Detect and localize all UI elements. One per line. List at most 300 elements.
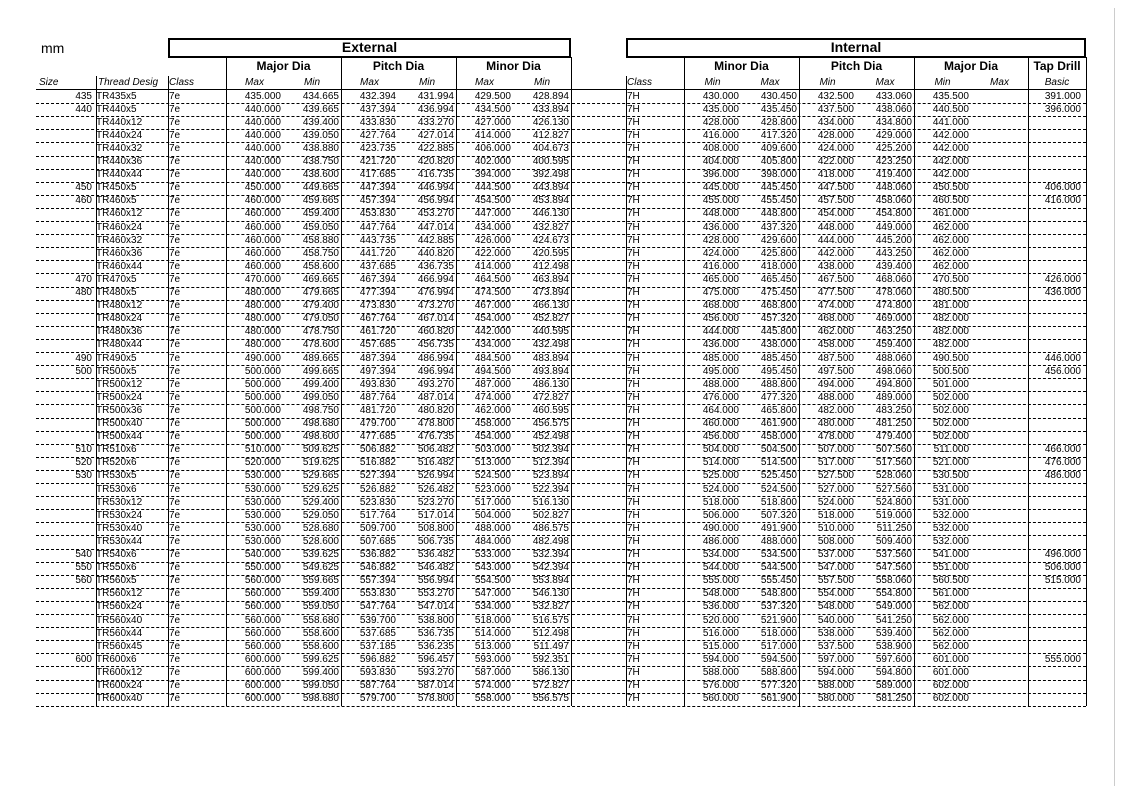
cell-ext-class: 7e: [169, 483, 181, 495]
cell-ext-major-max: 480.000: [244, 339, 281, 351]
cell-ext-minor-min: 516.130: [532, 496, 569, 508]
cell-int-pitch-min: 517.000: [817, 457, 854, 469]
cell-ext-pitch-max: 423.735: [359, 142, 396, 154]
cell-ext-minor-max: 558.000: [474, 693, 511, 705]
column-divider: [799, 57, 800, 706]
cell-int-pitch-max: 524.800: [875, 496, 912, 508]
cell-int-minor-min: 488.000: [702, 378, 739, 390]
cell-ext-major-min: 459.050: [302, 221, 339, 233]
cell-ext-minor-min: 502.827: [532, 509, 569, 521]
cell-ext-major-max: 520.000: [244, 457, 281, 469]
cell-ext-minor-min: 592.351: [532, 653, 569, 665]
cell-int-major-min: 560.500: [932, 575, 969, 587]
cell-ext-major-max: 460.000: [244, 260, 281, 272]
cell-size: 490: [75, 352, 92, 364]
cell-tap-drill: 436.000: [1044, 287, 1081, 298]
cell-ext-minor-min: 523.894: [532, 470, 569, 482]
cell-thread-designation: TR460x32: [96, 234, 143, 246]
cell-ext-minor-min: 404.673: [532, 142, 569, 154]
cell-int-class: 7H: [627, 640, 640, 652]
cell-ext-pitch-min: 553.270: [417, 588, 454, 600]
cell-int-pitch-max: 445.200: [875, 234, 912, 246]
cell-int-pitch-max: 519.000: [875, 509, 912, 521]
cell-ext-class: 7e: [169, 326, 181, 338]
cell-int-major-min: 442.000: [932, 169, 969, 181]
column-divider: [1028, 57, 1029, 706]
cell-ext-pitch-min: 456.735: [417, 339, 454, 351]
cell-ext-minor-max: 513.000: [474, 640, 511, 652]
cell-ext-minor-max: 454.500: [474, 195, 511, 207]
cell-int-pitch-max: 469.000: [875, 313, 912, 325]
cell-ext-major-min: 529.665: [302, 470, 339, 482]
cell-ext-minor-min: 546.130: [532, 588, 569, 600]
cell-int-pitch-min: 474.000: [817, 300, 854, 312]
cell-ext-minor-max: 406.000: [474, 142, 511, 154]
tap-drill-header: Tap Drill: [1033, 59, 1081, 73]
cell-int-class: 7H: [627, 365, 640, 377]
cell-ext-major-max: 530.000: [244, 535, 281, 547]
cell-ext-minor-min: 472.827: [532, 391, 569, 403]
cell-ext-minor-min: 428.894: [532, 90, 569, 102]
cell-ext-minor-min: 512.394: [532, 457, 569, 469]
cell-ext-major-max: 530.000: [244, 496, 281, 508]
cell-int-minor-max: 495.450: [760, 365, 797, 377]
cell-int-major-min: 531.000: [932, 483, 969, 495]
cell-thread-designation: TR440x44: [96, 169, 143, 181]
cell-int-minor-max: 429.600: [760, 234, 797, 246]
cell-int-major-min: 490.500: [932, 352, 969, 364]
cell-ext-pitch-max: 427.764: [359, 129, 396, 141]
cell-int-minor-min: 515.000: [702, 640, 739, 652]
cell-thread-designation: TR500x36: [96, 404, 143, 416]
cell-ext-pitch-min: 496.994: [417, 365, 454, 377]
cell-int-minor-max: 435.450: [760, 103, 797, 115]
cell-ext-pitch-max: 437.685: [359, 260, 396, 272]
cell-ext-class: 7e: [169, 195, 181, 207]
cell-ext-pitch-min: 546.482: [417, 562, 454, 574]
cell-int-pitch-min: 537.000: [817, 549, 854, 560]
cell-ext-major-max: 460.000: [244, 195, 281, 207]
cell-ext-pitch-max: 596.882: [359, 653, 396, 665]
cell-thread-designation: TR550x6: [96, 562, 137, 574]
cell-int-minor-max: 507.320: [760, 509, 797, 521]
cell-ext-pitch-min: 506.482: [417, 444, 454, 456]
cell-int-pitch-min: 588.000: [817, 680, 854, 691]
cell-ext-major-max: 560.000: [244, 588, 281, 600]
cell-ext-major-max: 560.000: [244, 575, 281, 587]
cell-int-pitch-max: 481.250: [875, 418, 912, 429]
cell-int-pitch-max: 429.000: [875, 129, 912, 141]
cell-int-pitch-max: 449.000: [875, 221, 912, 233]
cell-int-minor-max: 430.450: [760, 90, 797, 102]
cell-int-class: 7H: [627, 653, 640, 665]
cell-ext-minor-max: 442.000: [474, 326, 511, 338]
column-divider: [571, 57, 572, 706]
column-divider: [914, 57, 915, 706]
cell-ext-pitch-min: 556.994: [417, 575, 454, 587]
cell-ext-major-min: 529.625: [302, 483, 339, 495]
cell-int-pitch-min: 597.000: [817, 653, 854, 665]
cell-ext-minor-min: 542.394: [532, 562, 569, 574]
cell-thread-designation: TR530x44: [96, 535, 143, 547]
cell-ext-pitch-max: 479.700: [359, 418, 396, 429]
cell-int-minor-min: 430.000: [702, 90, 739, 102]
cell-int-pitch-max: 438.060: [875, 103, 912, 115]
cell-int-pitch-min: 432.500: [817, 90, 854, 102]
cell-thread-designation: TR540x6: [96, 549, 137, 560]
cell-int-class: 7H: [627, 156, 640, 167]
cell-ext-major-max: 600.000: [244, 680, 281, 691]
cell-ext-major-min: 558.680: [302, 614, 339, 626]
cell-ext-class: 7e: [169, 457, 181, 469]
cell-int-class: 7H: [627, 300, 640, 312]
cell-ext-class: 7e: [169, 470, 181, 482]
cell-ext-minor-min: 486.575: [532, 522, 569, 534]
cell-int-major-min: 602.000: [932, 693, 969, 705]
cell-thread-designation: TR480x44: [96, 339, 143, 351]
cell-ext-minor-max: 444.500: [474, 182, 511, 194]
cell-int-pitch-min: 507.000: [817, 444, 854, 456]
cell-ext-pitch-min: 427.014: [417, 129, 454, 141]
cell-int-class: 7H: [627, 378, 640, 390]
cell-ext-pitch-max: 477.685: [359, 431, 396, 443]
cell-int-minor-max: 485.450: [760, 352, 797, 364]
cell-ext-pitch-min: 578.800: [417, 693, 454, 705]
cell-ext-pitch-min: 476.994: [417, 287, 454, 298]
cell-ext-class: 7e: [169, 391, 181, 403]
cell-int-minor-max: 465.450: [760, 273, 797, 285]
cell-ext-pitch-max: 593.830: [359, 666, 396, 678]
cell-ext-major-min: 438.600: [302, 169, 339, 181]
cell-int-minor-max: 518.800: [760, 496, 797, 508]
cell-int-minor-min: 588.000: [702, 666, 739, 678]
cell-tap-drill: 496.000: [1044, 549, 1081, 560]
cell-thread-designation: TR480x12: [96, 300, 143, 312]
cell-ext-pitch-max: 497.394: [359, 365, 396, 377]
cell-int-pitch-max: 468.060: [875, 273, 912, 285]
cell-ext-minor-min: 412.827: [532, 129, 569, 141]
cell-thread-designation: TR460x24: [96, 221, 143, 233]
cell-int-minor-max: 409.600: [760, 142, 797, 154]
cell-int-minor-max: 445.450: [760, 182, 797, 194]
cell-ext-major-min: 559.400: [302, 588, 339, 600]
cell-ext-class: 7e: [169, 103, 181, 115]
cell-int-minor-max: 491.900: [760, 522, 797, 534]
cell-int-pitch-min: 508.000: [817, 535, 854, 547]
cell-ext-pitch-min: 536.235: [417, 640, 454, 652]
cell-ext-minor-min: 463.894: [532, 273, 569, 285]
cell-ext-pitch-max: 447.394: [359, 182, 396, 194]
cell-int-minor-min: 448.000: [702, 208, 739, 220]
cell-int-class: 7H: [627, 666, 640, 678]
cell-ext-minor-max: 434.000: [474, 339, 511, 351]
cell-ext-class: 7e: [169, 588, 181, 600]
cell-int-minor-min: 468.000: [702, 300, 739, 312]
cell-ext-class: 7e: [169, 352, 181, 364]
cell-int-pitch-min: 494.000: [817, 378, 854, 390]
cell-size: 460: [75, 195, 92, 207]
cell-ext-minor-min: 452.498: [532, 431, 569, 443]
cell-ext-major-max: 440.000: [244, 129, 281, 141]
cell-int-minor-max: 577.320: [760, 680, 797, 691]
cell-ext-major-min: 599.400: [302, 666, 339, 678]
cell-int-pitch-min: 537.500: [817, 640, 854, 652]
ext-minor-max-label: Max: [475, 77, 494, 88]
cell-int-pitch-max: 554.800: [875, 588, 912, 600]
cell-int-minor-max: 458.000: [760, 431, 797, 443]
cell-ext-minor-min: 572.827: [532, 680, 569, 691]
cell-ext-minor-max: 547.000: [474, 588, 511, 600]
cell-ext-pitch-max: 539.700: [359, 614, 396, 626]
cell-ext-pitch-max: 447.764: [359, 221, 396, 233]
cell-ext-pitch-max: 473.830: [359, 300, 396, 312]
cell-int-minor-max: 555.450: [760, 575, 797, 587]
cell-thread-designation: TR500x24: [96, 391, 143, 403]
cell-ext-class: 7e: [169, 575, 181, 587]
cell-int-minor-max: 455.450: [760, 195, 797, 207]
cell-int-pitch-max: 419.400: [875, 169, 912, 181]
cell-int-pitch-min: 482.000: [817, 404, 854, 416]
cell-int-minor-min: 424.000: [702, 247, 739, 259]
cell-ext-minor-max: 517.000: [474, 496, 511, 508]
cell-ext-major-min: 458.880: [302, 234, 339, 246]
cell-ext-major-min: 438.880: [302, 142, 339, 154]
cell-int-pitch-min: 457.500: [817, 195, 854, 207]
cell-int-class: 7H: [627, 601, 640, 613]
cell-int-pitch-max: 439.400: [875, 260, 912, 272]
cell-ext-class: 7e: [169, 313, 181, 325]
cell-ext-major-max: 480.000: [244, 287, 281, 298]
cell-thread-designation: TR440x5: [96, 103, 137, 115]
cell-ext-pitch-max: 547.764: [359, 601, 396, 613]
cell-int-pitch-min: 538.000: [817, 627, 854, 639]
cell-int-pitch-min: 454.000: [817, 208, 854, 220]
cell-ext-pitch-min: 547.014: [417, 601, 454, 613]
cell-thread-designation: TR440x24: [96, 129, 143, 141]
cell-ext-class: 7e: [169, 601, 181, 613]
cell-int-class: 7H: [627, 221, 640, 233]
cell-int-major-min: 502.000: [932, 431, 969, 443]
cell-ext-pitch-min: 420.820: [417, 156, 454, 167]
cell-ext-major-min: 469.665: [302, 273, 339, 285]
cell-int-class: 7H: [627, 470, 640, 482]
cell-ext-major-max: 460.000: [244, 234, 281, 246]
cell-ext-minor-max: 513.000: [474, 457, 511, 469]
cell-ext-minor-min: 460.595: [532, 404, 569, 416]
cell-int-minor-max: 588.800: [760, 666, 797, 678]
cell-ext-class: 7e: [169, 627, 181, 639]
cell-ext-pitch-max: 537.185: [359, 640, 396, 652]
cell-ext-major-min: 498.600: [302, 431, 339, 443]
cell-ext-minor-max: 488.000: [474, 522, 511, 534]
cell-int-class: 7H: [627, 588, 640, 600]
cell-ext-major-max: 600.000: [244, 693, 281, 705]
cell-int-class: 7H: [627, 562, 640, 574]
cell-ext-major-max: 440.000: [244, 142, 281, 154]
cell-ext-major-max: 560.000: [244, 627, 281, 639]
cell-ext-major-min: 499.665: [302, 365, 339, 377]
cell-int-pitch-max: 434.800: [875, 116, 912, 128]
cell-int-minor-max: 488.000: [760, 535, 797, 547]
cell-ext-class: 7e: [169, 208, 181, 220]
cell-int-major-min: 562.000: [932, 601, 969, 613]
cell-ext-major-min: 458.600: [302, 260, 339, 272]
cell-size: 530: [75, 470, 92, 482]
cell-ext-pitch-max: 507.685: [359, 535, 396, 547]
cell-int-class: 7H: [627, 680, 640, 691]
cell-ext-major-max: 440.000: [244, 116, 281, 128]
cell-int-minor-min: 520.000: [702, 614, 739, 626]
cell-thread-designation: TR530x40: [96, 522, 143, 534]
internal-group-header: Internal: [626, 38, 1086, 58]
cell-ext-major-min: 478.750: [302, 326, 339, 338]
cell-int-class: 7H: [627, 287, 640, 298]
cell-ext-pitch-max: 523.830: [359, 496, 396, 508]
cell-ext-pitch-max: 437.394: [359, 103, 396, 115]
cell-ext-minor-max: 494.500: [474, 365, 511, 377]
int-minor-max-label: Max: [760, 77, 780, 88]
cell-ext-pitch-min: 476.735: [417, 431, 454, 443]
cell-ext-class: 7e: [169, 156, 181, 167]
cell-ext-minor-min: 512.498: [532, 627, 569, 639]
cell-int-minor-max: 521.900: [760, 614, 797, 626]
cell-int-minor-max: 437.320: [760, 221, 797, 233]
cell-int-pitch-max: 494.800: [875, 378, 912, 390]
cell-int-class: 7H: [627, 549, 640, 560]
thread-designation-column-label: Thread Desig: [98, 77, 159, 88]
cell-ext-major-max: 530.000: [244, 509, 281, 521]
cell-int-minor-min: 404.000: [702, 156, 739, 167]
cell-ext-minor-min: 452.827: [532, 313, 569, 325]
cell-int-minor-min: 475.000: [702, 287, 739, 298]
cell-int-minor-min: 548.000: [702, 588, 739, 600]
cell-ext-minor-min: 456.575: [532, 418, 569, 429]
cell-ext-class: 7e: [169, 496, 181, 508]
cell-int-major-min: 442.000: [932, 129, 969, 141]
cell-ext-major-max: 480.000: [244, 300, 281, 312]
cell-int-minor-max: 518.000: [760, 627, 797, 639]
cell-thread-designation: TR500x12: [96, 378, 143, 390]
cell-tap-drill: 446.000: [1044, 352, 1081, 364]
column-divider: [168, 76, 169, 706]
cell-tap-drill: 391.000: [1044, 90, 1081, 102]
ext-major-max-label: Max: [245, 77, 264, 88]
cell-ext-class: 7e: [169, 549, 181, 560]
cell-ext-minor-max: 402.000: [474, 156, 511, 167]
cell-ext-pitch-max: 481.720: [359, 404, 396, 416]
cell-ext-minor-max: 422.000: [474, 247, 511, 259]
cell-ext-pitch-min: 453.270: [417, 208, 454, 220]
cell-int-class: 7H: [627, 142, 640, 154]
cell-ext-major-min: 434.665: [302, 90, 339, 102]
cell-int-pitch-max: 488.060: [875, 352, 912, 364]
cell-thread-designation: TR460x36: [96, 247, 143, 259]
cell-ext-pitch-min: 467.014: [417, 313, 454, 325]
ext-pitch-max-label: Max: [360, 77, 379, 88]
cell-ext-major-min: 498.680: [302, 418, 339, 429]
cell-thread-designation: TR480x36: [96, 326, 143, 338]
cell-ext-major-min: 599.050: [302, 680, 339, 691]
cell-ext-pitch-min: 440.820: [417, 247, 454, 259]
cell-ext-class: 7e: [169, 300, 181, 312]
cell-ext-minor-max: 394.000: [474, 169, 511, 181]
cell-int-pitch-max: 448.060: [875, 182, 912, 194]
cell-ext-major-max: 560.000: [244, 614, 281, 626]
cell-ext-class: 7e: [169, 444, 181, 456]
cell-int-minor-min: 504.000: [702, 444, 739, 456]
cell-int-class: 7H: [627, 404, 640, 416]
cell-ext-minor-min: 446.130: [532, 208, 569, 220]
cell-ext-major-max: 480.000: [244, 313, 281, 325]
cell-thread-designation: TR470x5: [96, 273, 137, 285]
cell-ext-minor-min: 522.394: [532, 483, 569, 495]
cell-int-minor-max: 534.500: [760, 549, 797, 560]
cell-ext-minor-max: 533.000: [474, 549, 511, 560]
cell-int-major-min: 482.000: [932, 313, 969, 325]
cell-size: 600: [75, 653, 92, 665]
cell-ext-minor-min: 466.130: [532, 300, 569, 312]
cell-int-minor-min: 524.000: [702, 483, 739, 495]
cell-ext-minor-max: 504.000: [474, 509, 511, 521]
cell-int-pitch-max: 538.900: [875, 640, 912, 652]
cell-ext-pitch-max: 453.830: [359, 208, 396, 220]
cell-ext-pitch-max: 493.830: [359, 378, 396, 390]
cell-thread-designation: TR480x24: [96, 313, 143, 325]
cell-ext-major-min: 528.680: [302, 522, 339, 534]
cell-thread-designation: TR600x12: [96, 666, 143, 678]
cell-ext-pitch-max: 536.882: [359, 549, 396, 560]
ext-class-column-label: Class: [169, 77, 195, 88]
cell-int-class: 7H: [627, 208, 640, 220]
cell-ext-major-max: 530.000: [244, 522, 281, 534]
cell-ext-major-min: 449.665: [302, 182, 339, 194]
cell-ext-major-max: 500.000: [244, 391, 281, 403]
cell-ext-minor-min: 443.894: [532, 182, 569, 194]
cell-ext-minor-min: 400.595: [532, 156, 569, 167]
cell-int-major-min: 532.000: [932, 535, 969, 547]
cell-int-minor-min: 456.000: [702, 313, 739, 325]
int-pitch-max-label: Max: [875, 77, 895, 88]
cell-ext-pitch-max: 557.394: [359, 575, 396, 587]
cell-int-major-min: 442.000: [932, 156, 969, 167]
cell-int-class: 7H: [627, 129, 640, 141]
cell-ext-class: 7e: [169, 116, 181, 128]
cell-ext-major-max: 500.000: [244, 418, 281, 429]
cell-ext-class: 7e: [169, 378, 181, 390]
cell-thread-designation: TR440x36: [96, 156, 143, 167]
cell-int-class: 7H: [627, 457, 640, 469]
cell-thread-designation: TR560x44: [96, 627, 143, 639]
cell-int-major-min: 481.000: [932, 300, 969, 312]
column-divider: [684, 57, 685, 706]
cell-int-major-min: 511.000: [933, 444, 969, 456]
ext-major-dia-header: Major Dia: [256, 59, 311, 73]
cell-int-pitch-min: 580.000: [817, 693, 854, 705]
cell-int-major-min: 531.000: [932, 496, 969, 508]
cell-thread-designation: TR560x24: [96, 601, 143, 613]
cell-int-major-min: 502.000: [932, 391, 969, 403]
cell-int-major-min: 532.000: [932, 522, 969, 534]
cell-int-class: 7H: [627, 522, 640, 534]
size-column-label: Size: [39, 77, 59, 88]
cell-ext-major-min: 439.665: [302, 103, 339, 115]
cell-int-major-min: 530.500: [932, 470, 969, 482]
cell-int-pitch-max: 527.560: [875, 483, 912, 495]
cell-ext-pitch-min: 493.270: [417, 378, 454, 390]
cell-ext-pitch-max: 433.830: [359, 116, 396, 128]
cell-ext-major-max: 450.000: [244, 182, 281, 194]
cell-ext-pitch-max: 516.882: [359, 457, 396, 469]
